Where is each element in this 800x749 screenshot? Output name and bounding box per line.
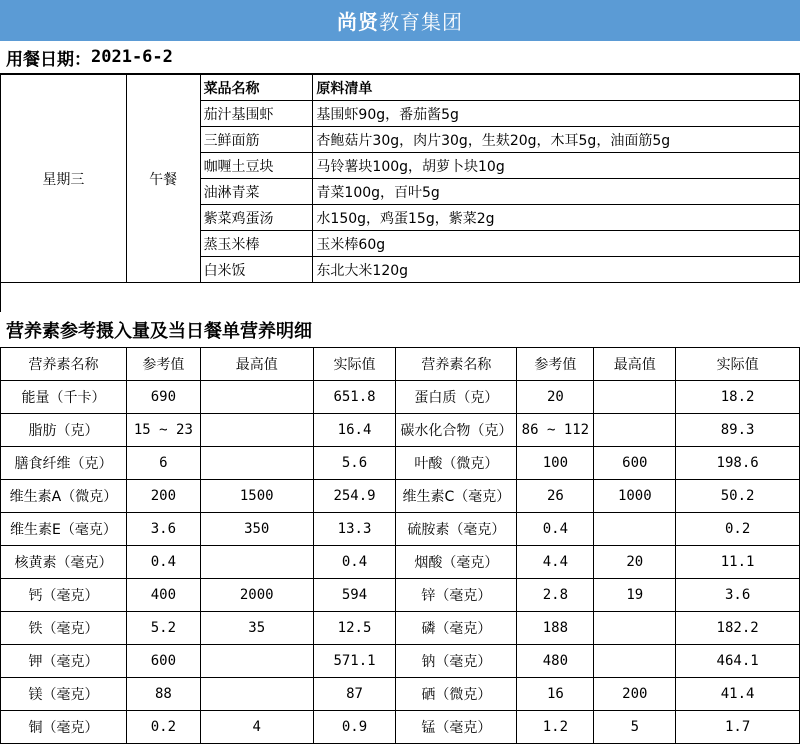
actual-value: 5.6 (313, 447, 396, 480)
nutrition-row (1, 513, 800, 546)
nutrition-row (1, 447, 800, 480)
reference-value: 86 ~ 112 (517, 414, 594, 447)
menu-dish: 咖喱土豆块 (200, 153, 313, 179)
nutrition-col-header: 最高值 (200, 348, 313, 381)
reference-value: 20 (517, 381, 594, 414)
reference-value: 100 (517, 447, 594, 480)
nutrition-col-header: 营养素名称 (1, 348, 127, 381)
nutrient-name: 维生素C（毫克） (396, 480, 517, 513)
reference-value: 690 (126, 381, 200, 414)
reference-value: 600 (126, 645, 200, 678)
actual-value: 0.9 (313, 711, 396, 744)
actual-value: 651.8 (313, 381, 396, 414)
nutrient-name: 硒（微克） (396, 678, 517, 711)
menu-dish: 茄汁基围虾 (200, 101, 313, 127)
org-header (0, 0, 800, 41)
menu-meal: 午餐 (126, 75, 200, 283)
nutrient-name: 脂肪（克） (1, 414, 127, 447)
actual-value: 11.1 (676, 546, 800, 579)
max-value (200, 381, 313, 414)
nutrient-name: 蛋白质（克） (396, 381, 517, 414)
nutrition-col-header: 参考值 (126, 348, 200, 381)
actual-value: 13.3 (313, 513, 396, 546)
max-value (200, 546, 313, 579)
menu-ingredients: 杏鲍菇片30g，肉片30g，生麸20g，木耳5g，油面筋5g (313, 127, 800, 153)
nutrient-name: 铜（毫克） (1, 711, 127, 744)
menu-day: 星期三 (1, 75, 127, 283)
max-value: 20 (594, 546, 676, 579)
actual-value: 182.2 (676, 612, 800, 645)
menu-dish: 油淋青菜 (200, 179, 313, 205)
actual-value: 0.4 (313, 546, 396, 579)
max-value (200, 645, 313, 678)
max-value: 600 (594, 447, 676, 480)
actual-value: 594 (313, 579, 396, 612)
reference-value: 26 (517, 480, 594, 513)
nutrient-name: 锰（毫克） (396, 711, 517, 744)
nutrition-row (1, 678, 800, 711)
menu-dish: 三鲜面筋 (200, 127, 313, 153)
max-value (200, 447, 313, 480)
menu-dish: 紫菜鸡蛋汤 (200, 205, 313, 231)
reference-value: 0.2 (126, 711, 200, 744)
reference-value: 88 (126, 678, 200, 711)
nutrition-row (1, 546, 800, 579)
actual-value: 571.1 (313, 645, 396, 678)
actual-value: 41.4 (676, 678, 800, 711)
nutrient-name: 维生素E（毫克） (1, 513, 127, 546)
reference-value: 15 ~ 23 (126, 414, 200, 447)
nutrient-name: 核黄素（毫克） (1, 546, 127, 579)
spacer-row (0, 282, 800, 312)
org-name-bold: 尚贤 (337, 10, 379, 34)
reference-value: 6 (126, 447, 200, 480)
reference-value: 0.4 (126, 546, 200, 579)
reference-value: 200 (126, 480, 200, 513)
nutrition-col-header: 参考值 (517, 348, 594, 381)
menu-dish: 蒸玉米棒 (200, 231, 313, 257)
nutrient-name: 锌（毫克） (396, 579, 517, 612)
nutrition-col-header: 实际值 (676, 348, 800, 381)
max-value (594, 381, 676, 414)
nutrient-name: 钙（毫克） (1, 579, 127, 612)
max-value: 1500 (200, 480, 313, 513)
nutrient-name: 镁（毫克） (1, 678, 127, 711)
menu-header-row (1, 75, 800, 101)
reference-value: 0.4 (517, 513, 594, 546)
nutrition-row (1, 711, 800, 744)
menu-ingredients: 玉米棒60g (313, 231, 800, 257)
max-value: 200 (594, 678, 676, 711)
nutrient-name: 钾（毫克） (1, 645, 127, 678)
menu-ingredients: 东北大米120g (313, 257, 800, 283)
menu-ingredients: 水150g，鸡蛋15g，紫菜2g (313, 205, 800, 231)
menu-ingredients: 青菜100g，百叶5g (313, 179, 800, 205)
meal-date-value: 2021-6-2 (91, 47, 173, 67)
actual-value: 16.4 (313, 414, 396, 447)
reference-value: 4.4 (517, 546, 594, 579)
nutrition-row (1, 612, 800, 645)
nutrition-row (1, 414, 800, 447)
actual-value: 12.5 (313, 612, 396, 645)
org-name-rest: 教育集团 (379, 10, 463, 34)
menu-ingredients: 马铃薯块100g，胡萝卜块10g (313, 153, 800, 179)
nutrient-name: 铁（毫克） (1, 612, 127, 645)
menu-ingredients: 基围虾90g，番茄酱5g (313, 101, 800, 127)
nutrition-header-row (1, 348, 800, 381)
meal-date-row (0, 41, 800, 74)
menu-col-ingredients: 原料清单 (313, 75, 800, 101)
max-value: 35 (200, 612, 313, 645)
max-value (594, 414, 676, 447)
nutrient-name: 磷（毫克） (396, 612, 517, 645)
nutrition-col-header: 营养素名称 (396, 348, 517, 381)
max-value: 4 (200, 711, 313, 744)
actual-value: 87 (313, 678, 396, 711)
max-value: 350 (200, 513, 313, 546)
nutrition-title: 营养素参考摄入量及当日餐单营养明细 (6, 321, 312, 342)
actual-value: 0.2 (676, 513, 800, 546)
actual-value: 198.6 (676, 447, 800, 480)
nutrition-table (0, 347, 800, 744)
nutrient-name: 碳水化合物（克） (396, 414, 517, 447)
menu-table (0, 74, 800, 283)
actual-value: 18.2 (676, 381, 800, 414)
nutrition-row (1, 480, 800, 513)
actual-value: 254.9 (313, 480, 396, 513)
reference-value: 188 (517, 612, 594, 645)
actual-value: 89.3 (676, 414, 800, 447)
max-value (594, 612, 676, 645)
max-value: 2000 (200, 579, 313, 612)
nutrient-name: 能量（千卡） (1, 381, 127, 414)
max-value (200, 414, 313, 447)
nutrition-col-header: 实际值 (313, 348, 396, 381)
nutrition-row (1, 381, 800, 414)
nutrition-row (1, 579, 800, 612)
reference-value: 3.6 (126, 513, 200, 546)
max-value: 1000 (594, 480, 676, 513)
max-value (594, 513, 676, 546)
meal-date-label: 用餐日期： (6, 49, 91, 70)
max-value (594, 645, 676, 678)
nutrient-name: 烟酸（毫克） (396, 546, 517, 579)
nutrient-name: 钠（毫克） (396, 645, 517, 678)
nutrition-col-header: 最高值 (594, 348, 676, 381)
reference-value: 480 (517, 645, 594, 678)
nutrient-name: 维生素A（微克） (1, 480, 127, 513)
reference-value: 5.2 (126, 612, 200, 645)
actual-value: 1.7 (676, 711, 800, 744)
max-value (200, 678, 313, 711)
reference-value: 16 (517, 678, 594, 711)
nutrition-section-title (0, 312, 800, 348)
menu-dish: 白米饭 (200, 257, 313, 283)
max-value: 19 (594, 579, 676, 612)
actual-value: 50.2 (676, 480, 800, 513)
reference-value: 1.2 (517, 711, 594, 744)
reference-value: 2.8 (517, 579, 594, 612)
menu-col-dish: 菜品名称 (200, 75, 313, 101)
nutrient-name: 硫胺素（毫克） (396, 513, 517, 546)
nutrition-row (1, 645, 800, 678)
actual-value: 464.1 (676, 645, 800, 678)
reference-value: 400 (126, 579, 200, 612)
max-value: 5 (594, 711, 676, 744)
actual-value: 3.6 (676, 579, 800, 612)
nutrient-name: 膳食纤维（克） (1, 447, 127, 480)
nutrient-name: 叶酸（微克） (396, 447, 517, 480)
